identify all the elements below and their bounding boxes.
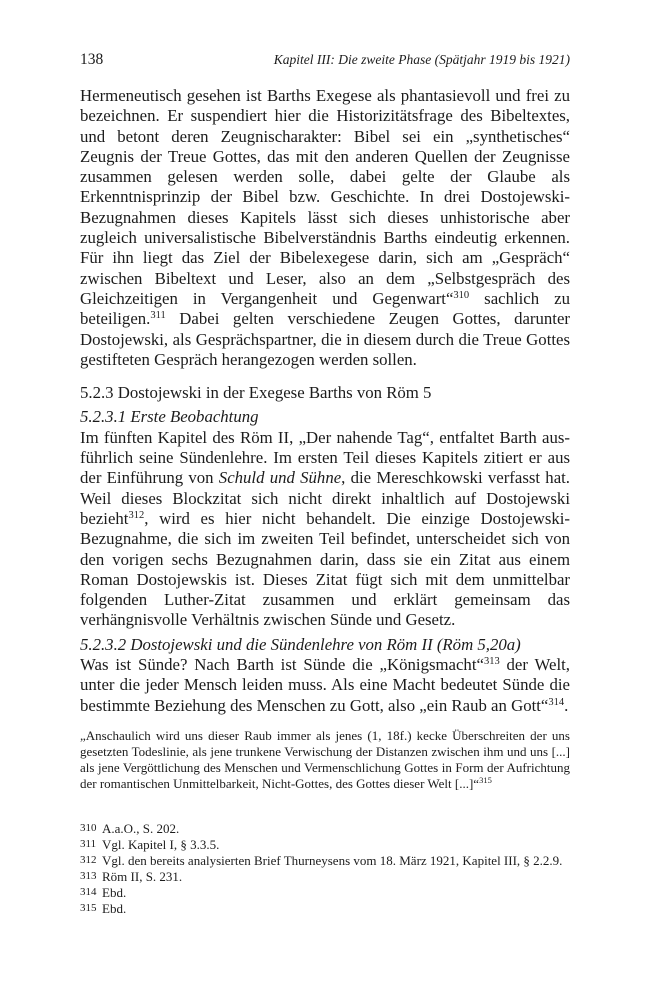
text-run: Dabei gelten verschiedene Zeugen Gottes, darunter Dostojewski, als Gesprächspartner, die in diesem durch die Treue Gottes gestifteten Gespräch herangezogen werden sollen.: [80, 309, 570, 369]
text-run: , die Mereschkowski verfasst hat. Weil dieses Blockzitat sich nicht direkt inhaltlich auf Dostojewski bezieht: [80, 468, 570, 528]
footnote-ref-312[interactable]: 312: [128, 509, 145, 521]
paragraph-hermeneutics: [80, 86, 570, 370]
footnote-ref-310[interactable]: 310: [453, 289, 470, 301]
book-title: Schuld und Sühne: [218, 468, 342, 488]
page-number: 138: [80, 51, 104, 68]
footnote: [80, 901, 570, 917]
footnote-ref-313[interactable]: 313: [483, 656, 500, 668]
subsection-heading-first-observation: 5.2.3.1 Erste Beobachtung: [80, 407, 259, 427]
footnote-ref-315[interactable]: 315: [479, 774, 492, 785]
paragraph-first-observation: [80, 428, 570, 631]
footnote-text: Vgl. Kapitel I, § 3.3.5.: [102, 836, 220, 852]
footnote-number: 312: [80, 853, 97, 866]
text-run: Hermeneutisch gesehen ist Barths Exegese als phantasievoll und frei zu bezeichnen. Er suspendiert hier die Historizitätsfrage des Bibeltextes, und betont deren Zeugnischarakter: Bibel sei ein „synthetisches“ Zeugnis der Treue Gottes, das mit den anderen Quellen der Zeugnisse zusammen gelesen werden solle, dabei gelte der Glaube als Erkenntnisprinzip der Bibel bzw. Geschichte. In drei Dostojewski-Bezugnahmen dieses Kapitels lässt sich dieses unhistorische aber zugleich universalistische Bibelverständnis Barths eindeutig erkennen. Für ihn liegt das Ziel der Bibelexegese darin, sich am „Gespräch“ zwischen Bibeltext und Leser, also an dem „Selbstgespräch des Gleichzeitigen in Vergangenheit und Gegenwart“: [80, 86, 570, 308]
footnote-number: 314: [80, 885, 97, 898]
footnote-number: 310: [80, 822, 97, 834]
footnote-number: 313: [80, 869, 97, 882]
text-run: , wird es hier nicht behandelt. Die einzige Dostojewski-Bezugnahme, die sich im zweiten Teil befindet, unterscheidet sich von den vorigen sechs Bezugnahmen darin, dass sie ein Zitat aus einem Roman Dostojewskis ist. Dieses Zitat fügt sich mit dem unmittelbar folgenden Luther-Zitat zusammen und erklärt gemeinsam das verhängnisvolle Verhältnis zwischen Sünde und Gesetz.: [80, 508, 570, 630]
footnotes: [80, 821, 570, 916]
text-run: der Welt, unter die jeder Mensch leiden muss. Als eine Macht bedeutet Sünde die bestimmte Beziehung des Menschen zu Gott, also „ein Raub an Gott“: [80, 655, 570, 715]
footnote: [80, 853, 570, 869]
footnote-text: A.a.O., S. 202.: [102, 821, 180, 836]
footnote: [80, 821, 570, 837]
footnote-number: 315: [80, 901, 97, 914]
running-header: [80, 50, 570, 70]
section-heading: 5.2.3 Dostojewski in der Exegese Barths von Röm 5: [80, 383, 432, 403]
text-run: Was ist Sünde? Nach Barth ist Sünde die „Königsmacht“: [80, 655, 484, 675]
footnote-text: Ebd.: [102, 900, 127, 916]
chapter-running-title: Kapitel III: Die zweite Phase (Spätjahr 1919 bis 1921): [273, 52, 570, 67]
subsection-heading-sin-doctrine: 5.2.3.2 Dostojewski und die Sündenlehre von Röm II (Röm 5,20a): [80, 634, 521, 654]
footnote-number: 311: [80, 837, 97, 850]
paragraph-sin-doctrine: [80, 655, 570, 716]
footnote: [80, 869, 570, 885]
footnote-text: Ebd.: [102, 884, 127, 900]
footnote-ref-314[interactable]: 314: [548, 696, 565, 708]
text-run: .: [564, 695, 569, 715]
footnote-text: Röm II, S. 231.: [102, 868, 183, 884]
block-quote: [80, 728, 570, 792]
footnote: [80, 837, 570, 853]
footnote-text: Vgl. den bereits analysierten Brief Thurneysens vom 18. März 1921, Kapitel III, § 2.2.9.: [102, 852, 563, 868]
quote-text: „Anschaulich wird uns dieser Raub immer als jenes (1, 18f.) kecke Überschreiten der uns gesetzten Todeslinie, als jene trunkene Verwischung der Distanzen zwischen ihm und uns [...] als jene Vergöttlichung des Menschen und Vermenschlichung Gottes in Form der Aufrichtung der romantischen Unmittelbarkeit, Nicht-Gottes, des Gottes dieser Welt [...]“: [80, 727, 570, 791]
footnote: [80, 885, 570, 901]
footnote-ref-311[interactable]: 311: [150, 310, 166, 322]
text-run: sachlich zu beteiligen.: [80, 288, 570, 329]
text-run: Im fünften Kapitel des Röm II, „Der nahende Tag“, entfaltet Barth ausführlich seine Sündenlehre. Im ersten Teil dieses Kapitels zitiert er aus der Einführung von: [80, 427, 570, 488]
